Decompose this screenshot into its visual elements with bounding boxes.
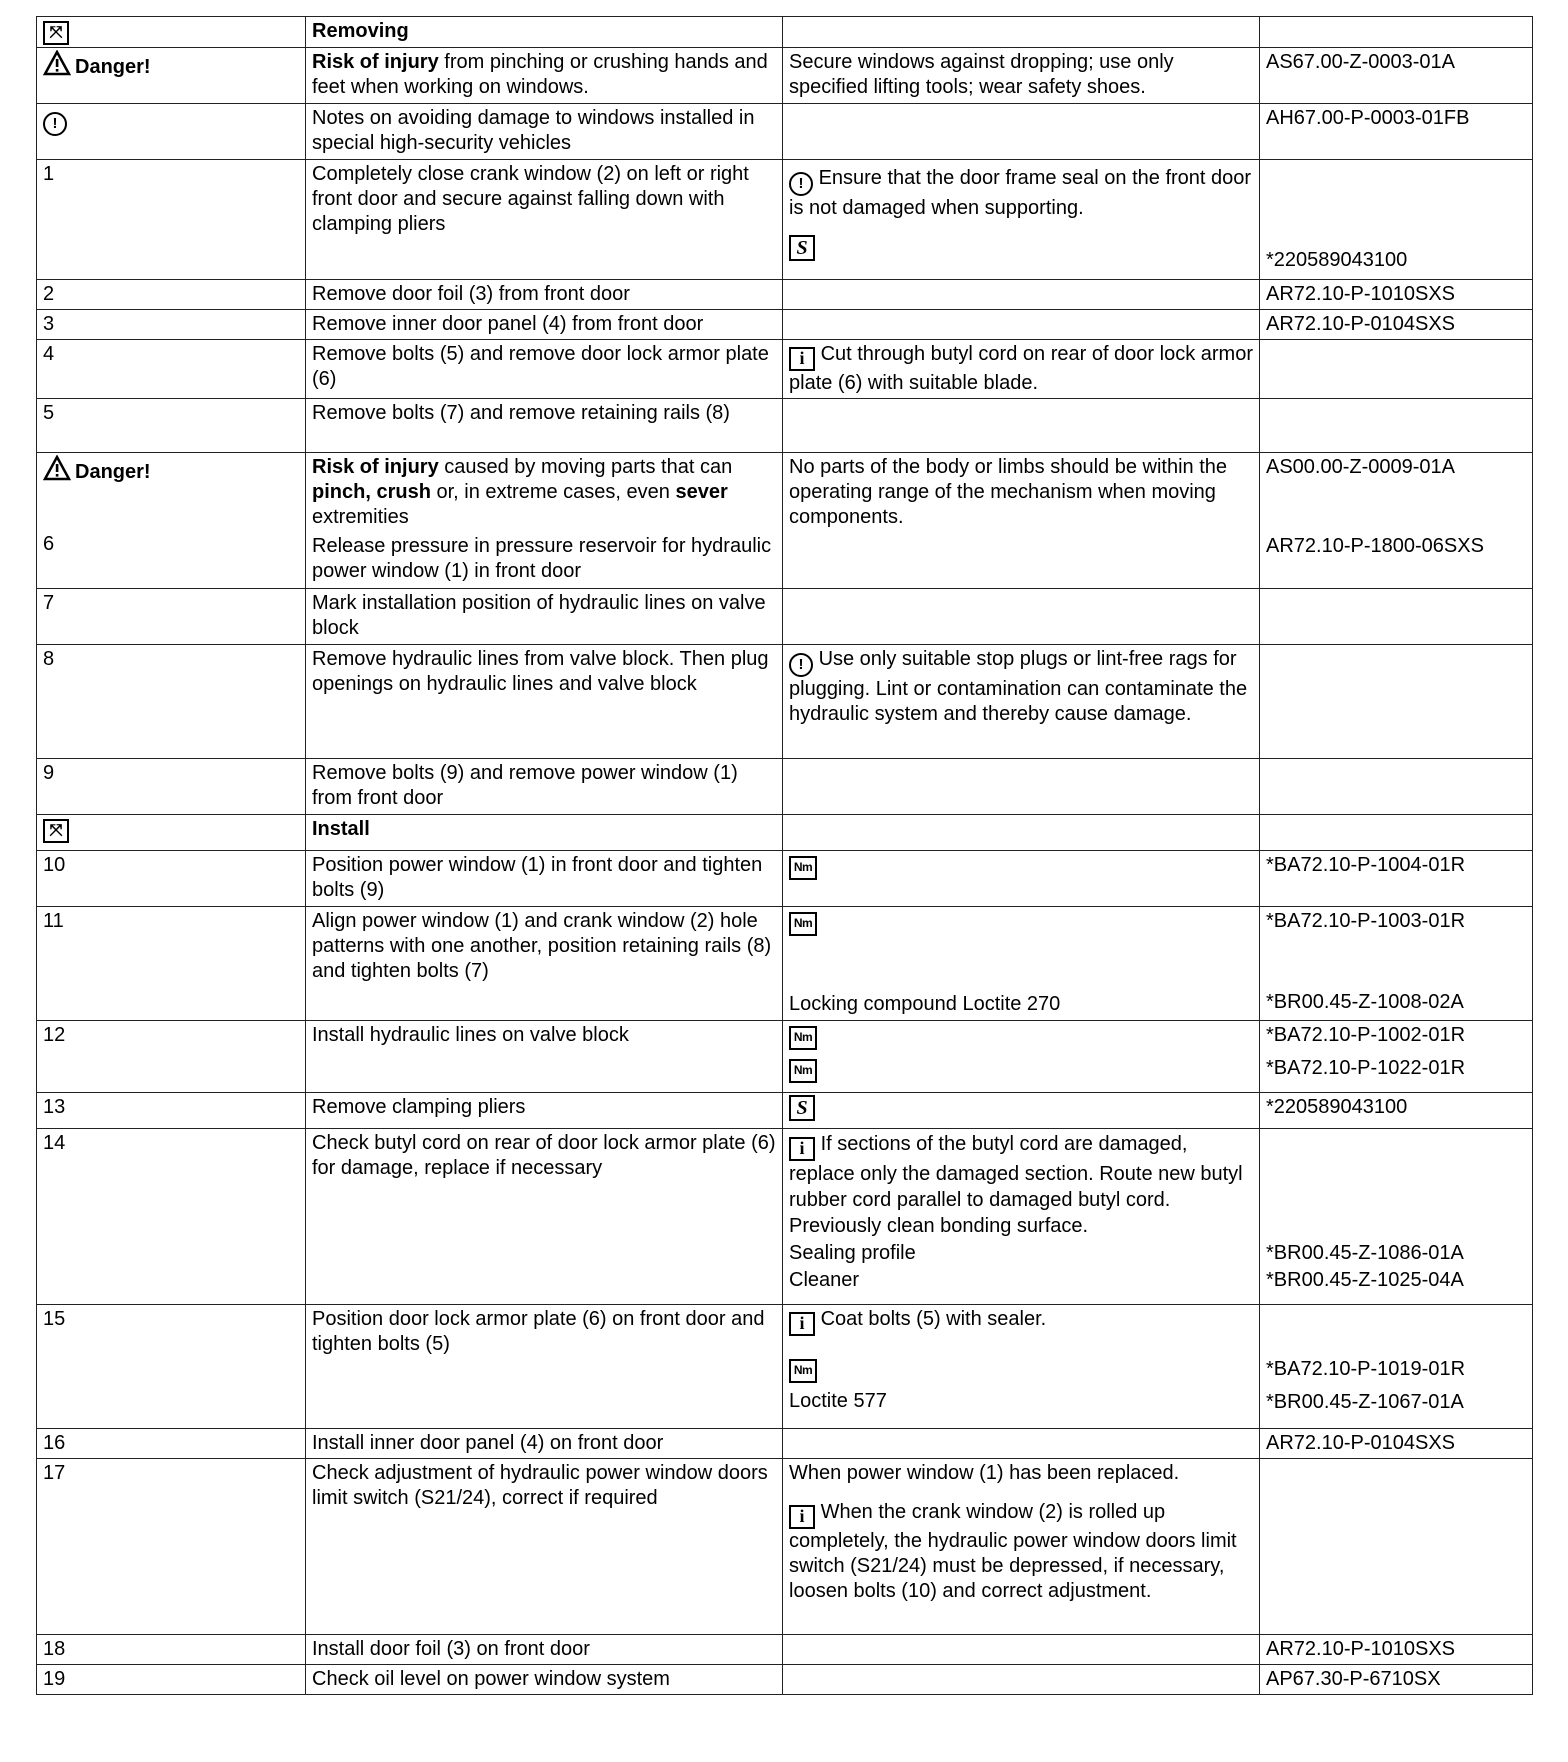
step-ref[interactable]: AR72.10-P-0104SXS: [1260, 1429, 1533, 1459]
step-text: Align power window (1) and crank window (2) hole patterns with one another, position retaining rails (8) and tighten bolts (7): [306, 907, 783, 1021]
procedure-table: [36, 16, 1533, 1695]
step-ref[interactable]: *BA72.10-P-1022-01R: [1266, 1057, 1466, 1079]
caution-circle-icon: !: [789, 653, 813, 677]
step-row: [37, 589, 1533, 645]
material-ref[interactable]: *BR00.45-Z-1025-04A: [1266, 1269, 1464, 1291]
step-row: [37, 310, 1533, 340]
step-ref[interactable]: *BA72.10-P-1019-01R: [1266, 1358, 1466, 1380]
empty-cell: [783, 104, 1260, 160]
step-number: 1: [37, 160, 306, 280]
step-row: [37, 1093, 1533, 1129]
material-text: Locking compound Loctite 270: [789, 993, 1061, 1015]
step-row: [37, 645, 1533, 759]
step-note: Coat bolts (5) with sealer.: [820, 1308, 1047, 1330]
step-row: [37, 340, 1533, 399]
caution-circle-icon: !: [789, 172, 813, 196]
step-number: 10: [37, 851, 306, 907]
special-tool-icon: S: [789, 235, 815, 261]
danger-ref[interactable]: AS67.00-Z-0003-01A: [1260, 48, 1533, 104]
step-row: [37, 399, 1533, 453]
section-header-install: [37, 815, 1533, 851]
note-row: [37, 104, 1533, 160]
empty-cell: [1260, 1459, 1533, 1635]
step-row: [37, 160, 1533, 280]
expand-icon: ⤧: [43, 21, 69, 45]
step-note: Ensure that the door frame seal on the front door is not damaged when supporting.: [789, 167, 1252, 219]
step-row: [37, 1429, 1533, 1459]
danger-ref-cell: [1260, 453, 1533, 589]
step-ref[interactable]: *BA72.10-P-1002-01R: [1266, 1024, 1466, 1046]
step-ref[interactable]: AR72.10-P-1010SXS: [1260, 1635, 1533, 1665]
danger-text-cell: [306, 48, 783, 104]
step-ref[interactable]: *220589043100: [1266, 249, 1408, 271]
info-icon: i: [789, 1137, 815, 1161]
special-tool-icon: S: [789, 1095, 815, 1121]
step-text: Completely close crank window (2) on left or right front door and secure against falling down with clamping pliers: [306, 160, 783, 280]
torque-cell: [783, 1021, 1260, 1093]
material-ref[interactable]: *BR00.45-Z-1086-01A: [1266, 1242, 1464, 1264]
step-text: Check oil level on power window system: [306, 1665, 783, 1695]
step-number: 3: [37, 310, 306, 340]
step-number: 11: [37, 907, 306, 1021]
danger-measure: Secure windows against dropping; use only specified lifting tools; wear safety shoes.: [783, 48, 1260, 104]
step-note-cell: [783, 1459, 1260, 1635]
step-ref-cell: [1260, 907, 1533, 1021]
empty-cell: [1260, 17, 1533, 48]
torque-nm-icon: Nm: [789, 1059, 817, 1083]
risk-bold: pinch, crush: [312, 481, 431, 503]
info-icon: i: [789, 1505, 815, 1529]
step-row: [37, 280, 1533, 310]
step-text: Release pressure in pressure reservoir for hydraulic power window (1) in front door: [312, 535, 772, 582]
section-header-removing: [37, 17, 1533, 48]
step-row: [37, 907, 1533, 1021]
empty-cell: [1260, 340, 1533, 399]
empty-cell: [783, 1635, 1260, 1665]
step-number: 17: [37, 1459, 306, 1635]
step-note-cell: [783, 1129, 1260, 1305]
step-number: 14: [37, 1129, 306, 1305]
risk-text: extremities: [312, 506, 409, 528]
step-ref-cell: [1260, 1129, 1533, 1305]
tool-cell: [783, 1093, 1260, 1129]
step-number: 18: [37, 1635, 306, 1665]
danger-label-cell: [37, 48, 306, 104]
step-text: Remove inner door panel (4) from front door: [306, 310, 783, 340]
step-text: Check adjustment of hydraulic power window doors limit switch (S21/24), correct if required: [306, 1459, 783, 1635]
empty-cell: [783, 399, 1260, 453]
step-ref[interactable]: AR72.10-P-0104SXS: [1260, 310, 1533, 340]
step-row: [37, 1635, 1533, 1665]
caution-circle-icon: !: [43, 112, 67, 136]
step-row: [37, 1459, 1533, 1635]
torque-cell: [783, 907, 1260, 1021]
material-text: Loctite 577: [789, 1390, 887, 1412]
empty-cell: [1260, 759, 1533, 815]
torque-cell: [783, 851, 1260, 907]
risk-text: or, in extreme cases, even: [430, 481, 676, 503]
step-note-cell: [783, 340, 1260, 399]
step-text: Remove bolts (7) and remove retaining rails (8): [306, 399, 783, 453]
step-text: Install hydraulic lines on valve block: [306, 1021, 783, 1093]
step-text: Mark installation position of hydraulic lines on valve block: [306, 589, 783, 645]
info-icon: i: [789, 1312, 815, 1336]
step-ref-cell: [1260, 160, 1533, 280]
risk-text: caused by moving parts that can: [438, 456, 733, 478]
empty-cell: [783, 280, 1260, 310]
step-note: If sections of the butyl cord are damaged, replace only the damaged section. Route new butyl rubber cord parallel to damaged butyl cord. Previously clean bonding surface.: [789, 1133, 1243, 1237]
condition-text: When power window (1) has been replaced.: [789, 1462, 1180, 1484]
note-text: Notes on avoiding damage to windows installed in special high-security vehicles: [306, 104, 783, 160]
risk-label: Risk of injury: [312, 456, 439, 478]
empty-cell: [783, 310, 1260, 340]
empty-cell: [783, 759, 1260, 815]
step-ref[interactable]: AR72.10-P-1800-06SXS: [1266, 535, 1484, 557]
material-text: Sealing profile: [789, 1242, 916, 1264]
step-number: 13: [37, 1093, 306, 1129]
danger-row: [37, 48, 1533, 104]
step-ref[interactable]: AR72.10-P-1010SXS: [1260, 280, 1533, 310]
empty-cell: [1260, 589, 1533, 645]
torque-nm-icon: Nm: [789, 1359, 817, 1383]
empty-cell: [1260, 399, 1533, 453]
danger-measure: No parts of the body or limbs should be within the operating range of the mechanism when moving components.: [783, 453, 1260, 589]
empty-cell: [783, 589, 1260, 645]
step-row: [37, 1129, 1533, 1305]
step-text: Position door lock armor plate (6) on front door and tighten bolts (5): [306, 1305, 783, 1429]
risk-text: from pinching or crushing hands and feet when working on windows.: [312, 51, 768, 98]
step-note: Use only suitable stop plugs or lint-free rags for plugging. Lint or contamination can contaminate the hydraulic system and thereby cause damage.: [789, 648, 1248, 725]
danger-row: [37, 453, 1533, 589]
step-ref[interactable]: *220589043100: [1260, 1093, 1533, 1129]
step-row: [37, 759, 1533, 815]
step-number: 4: [37, 340, 306, 399]
material-ref[interactable]: *BR00.45-Z-1008-02A: [1266, 991, 1464, 1013]
step-number: 9: [37, 759, 306, 815]
warning-triangle-icon: [43, 455, 71, 481]
step-number: 8: [37, 645, 306, 759]
step-text: Position power window (1) in front door and tighten bolts (9): [306, 851, 783, 907]
empty-cell: [1260, 645, 1533, 759]
step-number: 19: [37, 1665, 306, 1695]
danger-text-cell: [306, 453, 783, 589]
step-number: 16: [37, 1429, 306, 1459]
torque-nm-icon: Nm: [789, 912, 817, 936]
step-note: Cut through butyl cord on rear of door lock armor plate (6) with suitable blade.: [789, 343, 1253, 394]
step-ref-cell: [1260, 1305, 1533, 1429]
step-text: Remove bolts (5) and remove door lock armor plate (6): [306, 340, 783, 399]
note-icon-cell: [37, 104, 306, 160]
step-ref[interactable]: AP67.30-P-6710SX: [1260, 1665, 1533, 1695]
step-note: When the crank window (2) is rolled up completely, the hydraulic power window doors limit switch (S21/24) must be depressed, if necessary, loosen bolts (10) and correct adjustment.: [789, 1501, 1237, 1602]
step-row: [37, 851, 1533, 907]
torque-nm-icon: Nm: [789, 856, 817, 880]
step-note-cell: [783, 645, 1260, 759]
step-row: [37, 1665, 1533, 1695]
danger-label: Danger!: [75, 461, 151, 483]
empty-cell: [783, 1665, 1260, 1695]
material-text: Cleaner: [789, 1269, 860, 1291]
step-text: Remove door foil (3) from front door: [306, 280, 783, 310]
empty-cell: [783, 17, 1260, 48]
step-ref[interactable]: *BA72.10-P-1004-01R: [1260, 851, 1533, 907]
section-icon-cell: [37, 815, 306, 851]
warning-triangle-icon: [43, 50, 71, 76]
step-note-cell: [783, 160, 1260, 280]
step-text: Install inner door panel (4) on front door: [306, 1429, 783, 1459]
step-row: [37, 1305, 1533, 1429]
step-text: Remove clamping pliers: [306, 1093, 783, 1129]
material-ref[interactable]: *BR00.45-Z-1067-01A: [1266, 1391, 1464, 1413]
step-text: Remove bolts (9) and remove power window (1) from front door: [306, 759, 783, 815]
step-ref-cell: [1260, 1021, 1533, 1093]
step-ref[interactable]: *BA72.10-P-1003-01R: [1266, 910, 1466, 932]
step-number: 12: [37, 1021, 306, 1093]
step-text: Remove hydraulic lines from valve block. Then plug openings on hydraulic lines and valve block: [306, 645, 783, 759]
info-icon: i: [789, 347, 815, 371]
empty-cell: [1260, 815, 1533, 851]
empty-cell: [783, 1429, 1260, 1459]
danger-ref[interactable]: AS00.00-Z-0009-01A: [1266, 456, 1456, 478]
step-text: Check butyl cord on rear of door lock armor plate (6) for damage, replace if necessary: [306, 1129, 783, 1305]
step-row: [37, 1021, 1533, 1093]
step-number: 5: [37, 399, 306, 453]
empty-cell: [783, 815, 1260, 851]
section-title: Removing: [306, 17, 783, 48]
step-number: 6: [43, 533, 55, 555]
section-title: Install: [306, 815, 783, 851]
step-note-cell: [783, 1305, 1260, 1429]
note-ref[interactable]: AH67.00-P-0003-01FB: [1260, 104, 1533, 160]
danger-label-cell: [37, 453, 306, 589]
torque-nm-icon: Nm: [789, 1026, 817, 1050]
step-text: Install door foil (3) on front door: [306, 1635, 783, 1665]
step-number: 15: [37, 1305, 306, 1429]
risk-bold: sever: [675, 481, 728, 503]
step-number: 2: [37, 280, 306, 310]
risk-label: Risk of injury: [312, 51, 439, 73]
section-icon-cell: [37, 17, 306, 48]
expand-icon: ⤧: [43, 819, 69, 843]
step-number: 7: [37, 589, 306, 645]
danger-label: Danger!: [75, 56, 151, 78]
